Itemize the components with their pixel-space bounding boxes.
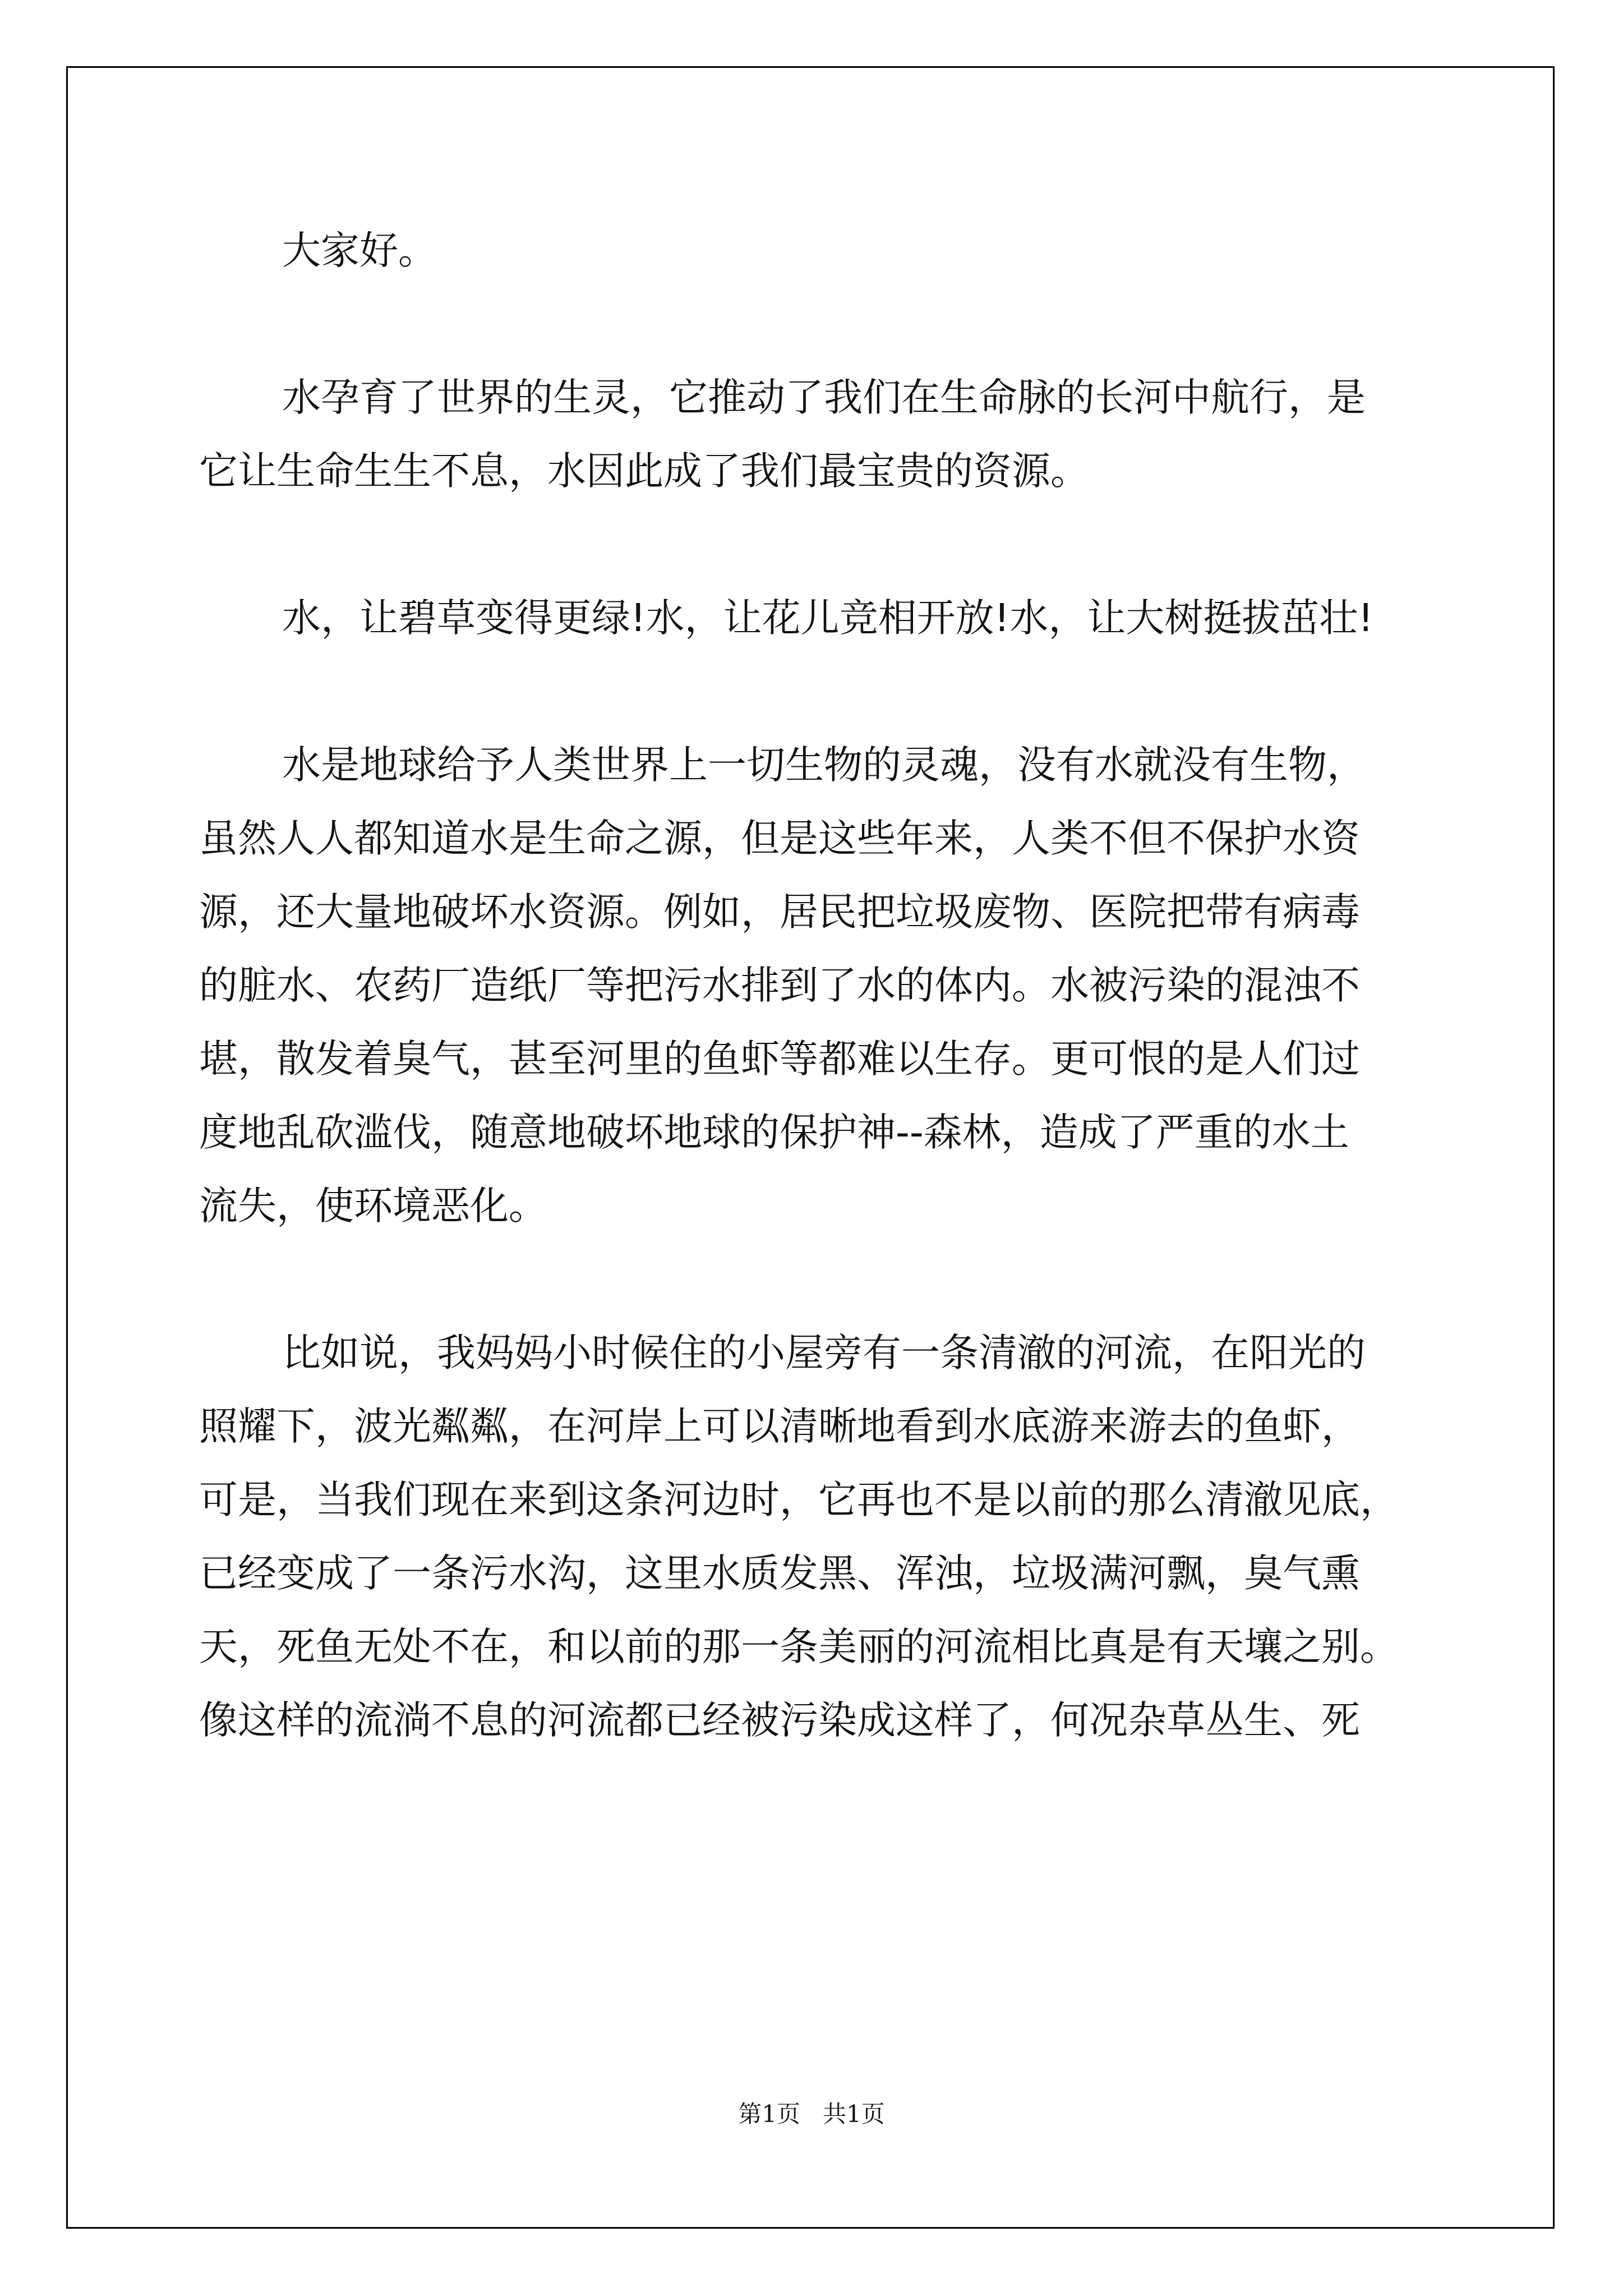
paragraph-line: 水，让碧草变得更绿!水，让花儿竞相开放!水，让大树挺拔茁壮! bbox=[282, 596, 1373, 641]
paragraph-line: 照耀下，波光粼粼，在河岸上可以清晰地看到水底游来游去的鱼虾， bbox=[199, 1404, 1360, 1449]
paragraph-line: 像这样的流淌不息的河流都已经被污染成这样了，何况杂草丛生、死 bbox=[199, 1698, 1360, 1743]
paragraph-line: 已经变成了一条污水沟，这里水质发黑、浑浊，垃圾满河飘，臭气熏 bbox=[199, 1551, 1360, 1596]
paragraph-line: 天，死鱼无处不在，和以前的那一条美丽的河流相比真是有天壤之别。 bbox=[199, 1625, 1399, 1669]
paragraph-line: 流失，使环境恶化。 bbox=[199, 1184, 547, 1228]
paragraph-line: 水是地球给予人类世界上一切生物的灵魂，没有水就没有生物， bbox=[282, 743, 1366, 788]
paragraph-line: 的脏水、农药厂造纸厂等把污水排到了水的体内。水被污染的混浊不 bbox=[199, 963, 1360, 1008]
paragraph-line: 度地乱砍滥伐，随意地破坏地球的保护神--森林，造成了严重的水土 bbox=[199, 1110, 1349, 1155]
paragraph-line: 比如说，我妈妈小时候住的小屋旁有一条清澈的河流，在阳光的 bbox=[282, 1331, 1366, 1375]
document-body bbox=[199, 214, 1489, 1757]
page-number-footer: 第1页 共1页 bbox=[738, 2100, 885, 2128]
paragraph-line: 堪，散发着臭气，甚至河里的鱼虾等都难以生存。更可恨的是人们过 bbox=[199, 1037, 1360, 1082]
paragraph-line: 水孕育了世界的生灵，它推动了我们在生命脉的长河中航行，是 bbox=[282, 375, 1366, 420]
paragraph-line: 大家好。 bbox=[282, 228, 437, 273]
paragraph-line: 它让生命生生不息，水因此成了我们最宝贵的资源。 bbox=[199, 449, 1089, 494]
paragraph-line: 虽然人人都知道水是生命之源，但是这些年来，人类不但不保护水资 bbox=[199, 816, 1360, 861]
paragraph-line: 可是，当我们现在来到这条河边时，它再也不是以前的那么清澈见底， bbox=[199, 1478, 1399, 1522]
paragraph-line: 源，还大量地破坏水资源。例如，居民把垃圾废物、医院把带有病毒 bbox=[199, 890, 1360, 935]
